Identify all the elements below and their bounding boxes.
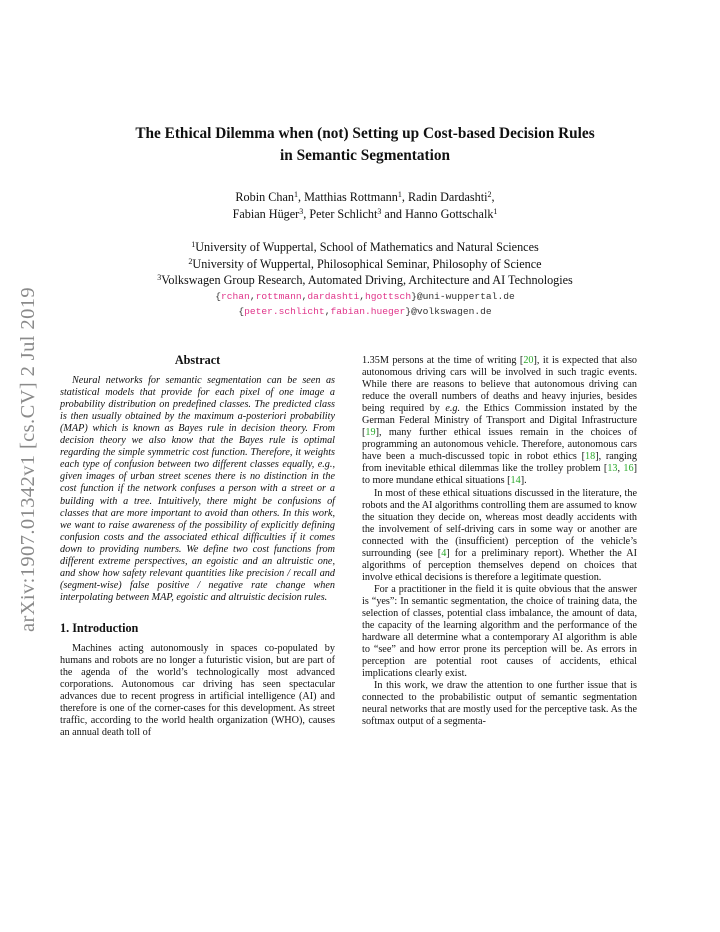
body-text: e.g. [445,403,461,415]
body-text: ] for a preliminary report). Whether the AI algorithms of perception themselves depend on choices that involve ethical decisions is therefore a legitimate question. [362,547,637,583]
email-line-2: {peter.schlicht,fabian.hueger}@volkswagen.de [238,305,492,317]
email-link[interactable]: peter.schlicht [244,305,325,317]
author-name: Peter Schlicht [309,207,378,221]
email-domain: @uni-wuppertal.de [416,290,515,302]
author-affiliation-mark: 2 [487,190,492,199]
title-line-2: in Semantic Segmentation [280,147,450,164]
body-text: , [617,463,624,475]
author-line-2 [70,206,660,223]
email-line-1: {rchan,rottmann,dardashti,hgottsch}@uni-wuppertal.de [215,290,515,302]
introduction-heading: 1. Introduction [60,620,139,635]
citation-link[interactable]: 18 [585,451,596,463]
author-affiliation-mark: 1 [493,207,498,216]
body-text: ], ranging from inevitable ethical dilemmas like the trolley problem [ [362,451,637,475]
author-name: Robin Chan [235,190,294,204]
affiliation-line: $^3$Volkswagen Group Research, Automated Driving, Architecture and AI Technologies [157,273,573,287]
email-domain: @volkswagen.de [411,305,492,317]
author-affiliation-mark: 3 [377,207,382,216]
author-separator: , [491,190,495,204]
affiliation-line: $^1$University of Wuppertal, School of Mathematics and Natural Sciences [191,240,539,254]
introduction-paragraph: Machines acting autonomously in spaces co-populated by humans and robots are no longer a futuristic vision, but are part of the agenda of the world’s technologically most advanced corporations. Autonomous car driving has seen spectacular advances due to recent progress in artificial intelligence (AI) and therefore is one of the corner-cases for this development. As street traffic, according to the world health organization (WHO), causes an annual death toll of [60,642,335,739]
abstract-heading: Abstract [174,353,221,367]
citation-link[interactable]: 20 [523,355,534,366]
email-link[interactable]: fabian.hueger [330,305,406,317]
abstract-text: Neural networks for semantic segmentation can be seen as statistical models that provide for each pixel of one image a probability distribution on predefined classes. The predicted class is then usually obtained by the maximum a-posteriori probability (MAP) which is known as Bayes rule in decision theory. From decision theory we also know that the Bayes rule is optimal regarding the simple symmetric cost function. Therefore, it weights each type of confusion between two different classes equally, e.g., given images of urban street scenes there is no distinction in the cost function if the network confuses a person with a street or a building with a tree. Intuitively, there might be confusions of classes that are more important to avoid than others. In this work, we want to raise awareness of the possibility of explicitly defining confusion costs and the associated ethical difficulties if it comes down to providing numbers. We define two cost functions from different extreme perspectives, an egoistic and an altruistic one, and show how safety relevant quantities like precision / recall and (segment-wise) false positive / negative rate change when interpolating between MAP, egoistic and altruistic decision rules. [60,375,335,603]
body-text: ], it is expected that also autonomous driving cars will be involved in such tragic events. While there are reasons to believe that autonomous driving can reduce the overall numbers of deaths and heavy injuries, besides being required by [362,355,638,415]
author-separator: , [298,190,305,204]
citation-link[interactable]: 19 [365,427,376,439]
right-column [362,355,637,728]
affiliation-block [70,239,660,319]
body-text: For a practitioner in the field it is quite obvious that the answer is “yes”: In semantic segmentation, the choice of training data, the selection of classes, potential class imbalance, the amount of data, the capacity of the learning algorithm and the performance of the hardware all determine what a contemporary AI algorithm is able to “see” and how error prone its perception will be. As errors in perception are potential root causes of accidents, ethical implications clearly exist. [362,583,637,680]
author-line-1 [70,189,660,206]
email-link[interactable]: rottmann [255,290,302,302]
author-affiliation-mark: 1 [294,190,298,199]
body-text: ] to more mundane ethical situations [ [362,463,638,487]
title-line-1: The Ethical Dilemma when (not) Setting up Cost-based Decision Rules [135,125,595,142]
citation-link[interactable]: 16 [623,463,634,475]
left-column [60,354,335,739]
citation-link[interactable]: 13 [607,463,618,475]
author-name: Fabian Hüger [232,207,300,221]
author-separator: , [303,207,310,221]
author-affiliation-mark: 1 [397,190,402,199]
paper-title [70,123,660,167]
email-link[interactable]: hgottsch [365,290,412,302]
email-link[interactable]: rchan [221,290,250,302]
body-text: 1.35M persons at the time of writing [ [362,355,524,366]
body-text: In most of these ethical situations discussed in the literature, the robots and the AI algorithms controlling them are assumed to know the situation they decide on, whereas most deadly accidents with the involvement of self-driving cars in some way or another are connected with the (insufficient) perception of the vehicle’s surrounding (see [ [362,487,638,559]
author-name: Matthias Rottmann [304,190,398,204]
body-text: the Ethics Commission instated by the German Federal Ministry of Transport and Digital Infrastructure [ [362,403,637,439]
email-link[interactable]: dardashti [307,290,360,302]
author-separator: , [401,190,408,204]
author-name: Hanno Gottschalk [405,207,494,221]
right-paragraph-3 [362,584,637,680]
body-text: In this work, we draw the attention to one further issue that is connected to the probabilistic output of semantic segmentation neural networks that are mostly used for the perceptive task. As the softmax output of a segmenta- [362,680,637,728]
right-paragraph-4 [362,680,637,728]
body-text: ]. [520,475,527,487]
affiliation-line: $^2$University of Wuppertal, Philosophical Seminar, Philosophy of Science [188,256,542,271]
right-paragraph-2 [362,488,637,584]
citation-link[interactable]: 4 [441,547,447,559]
body-text: ], many further ethical issues remain in the choices of programming an autonomous vehicle. Therefore, autonomous cars have been a much-discussed topic in robot ethics [ [362,427,637,463]
right-paragraph-1 [362,355,637,488]
author-separator: and [381,207,406,221]
author-affiliation-mark: 3 [299,207,304,216]
author-name: Radin Dardashti [407,190,488,204]
citation-link[interactable]: 14 [510,475,521,487]
arxiv-identifier-stamp: arXiv:1907.01342v1 [cs.CV] 2 Jul 2019 [17,286,40,632]
author-list [70,189,660,223]
